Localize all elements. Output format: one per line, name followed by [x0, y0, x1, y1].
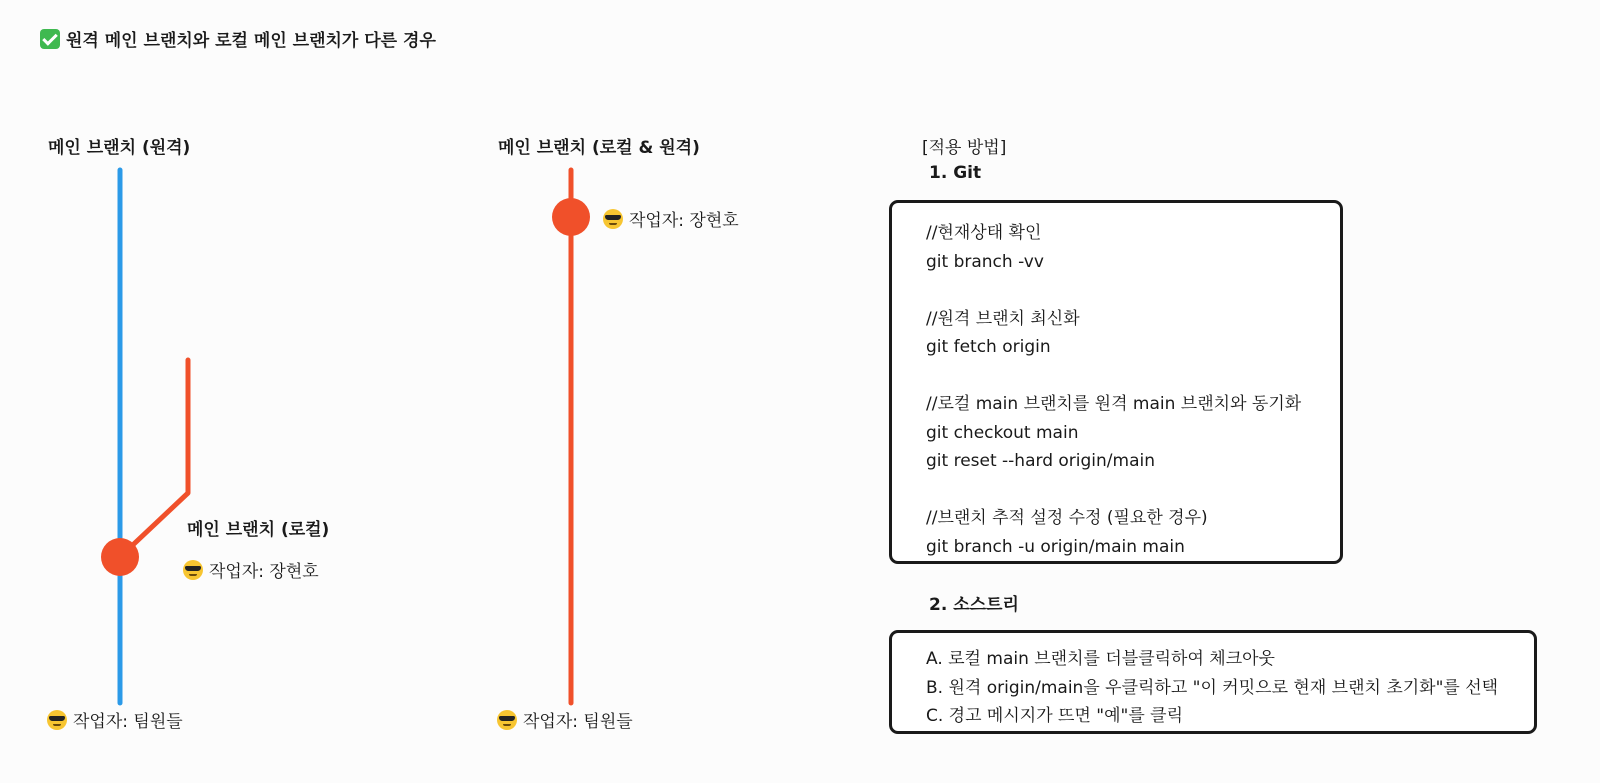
local-author	[183, 557, 319, 582]
local-author-text: 작업자: 장현호	[209, 562, 319, 582]
git-line	[926, 476, 1340, 505]
combined-top-author-text: 작업자: 장현호	[629, 211, 739, 231]
git-line	[926, 276, 1340, 305]
remote-author-text: 작업자: 팀원들	[73, 712, 183, 732]
git-line: git reset --hard origin/main	[926, 451, 1155, 471]
local-branch-label: 메인 브랜치 (로컬)	[187, 520, 330, 540]
sunglasses-face-icon	[47, 710, 67, 730]
combined-branch-label: 메인 브랜치 (로컬 & 원격)	[498, 138, 700, 158]
git-line: git checkout main	[926, 422, 1079, 443]
sourcetree-step: A. 로컬 main 브랜치를 더블클릭하여 체크아웃	[926, 649, 1275, 669]
local-commit-node	[101, 538, 139, 576]
git-line: git branch -vv	[926, 251, 1044, 272]
git-line: git branch -u origin/main main	[926, 536, 1185, 557]
git-line: git fetch origin	[926, 337, 1051, 357]
sourcetree-steps-box	[889, 630, 1537, 734]
sunglasses-face-icon	[497, 710, 517, 730]
sourcetree-step: B. 원격 origin/main을 우클릭하고 "이 커밋으로 현재 브랜치 초기화"를 선택	[926, 677, 1499, 698]
sourcetree-heading: 2. 소스트리	[929, 595, 1019, 615]
sunglasses-face-icon	[603, 209, 623, 229]
combined-bottom-author-text: 작업자: 팀원들	[523, 712, 633, 732]
git-line: //원격 브랜치 최신화	[926, 308, 1080, 329]
remote-author	[47, 707, 183, 732]
remote-branch-label: 메인 브랜치 (원격)	[48, 138, 191, 158]
page-title-text: 원격 메인 브랜치와 로컬 메인 브랜치가 다른 경우	[66, 31, 436, 51]
combined-commit-node	[552, 198, 590, 236]
combined-bottom-author	[497, 707, 633, 732]
combined-top-author	[603, 206, 739, 231]
git-line: //로컬 main 브랜치를 원격 main 브랜치와 동기화	[926, 394, 1302, 414]
method-header: [적용 방법]	[922, 138, 1007, 158]
git-commands-box	[889, 200, 1343, 564]
git-line	[926, 362, 1340, 391]
git-line: //현재상태 확인	[926, 223, 1042, 243]
git-line: //브랜치 추적 설정 수정 (필요한 경우)	[926, 508, 1208, 528]
sourcetree-step: C. 경고 메시지가 뜨면 "예"를 클릭	[926, 706, 1183, 726]
sunglasses-face-icon	[183, 560, 203, 580]
local-branch-line	[120, 360, 188, 557]
git-heading: 1. Git	[929, 163, 982, 183]
